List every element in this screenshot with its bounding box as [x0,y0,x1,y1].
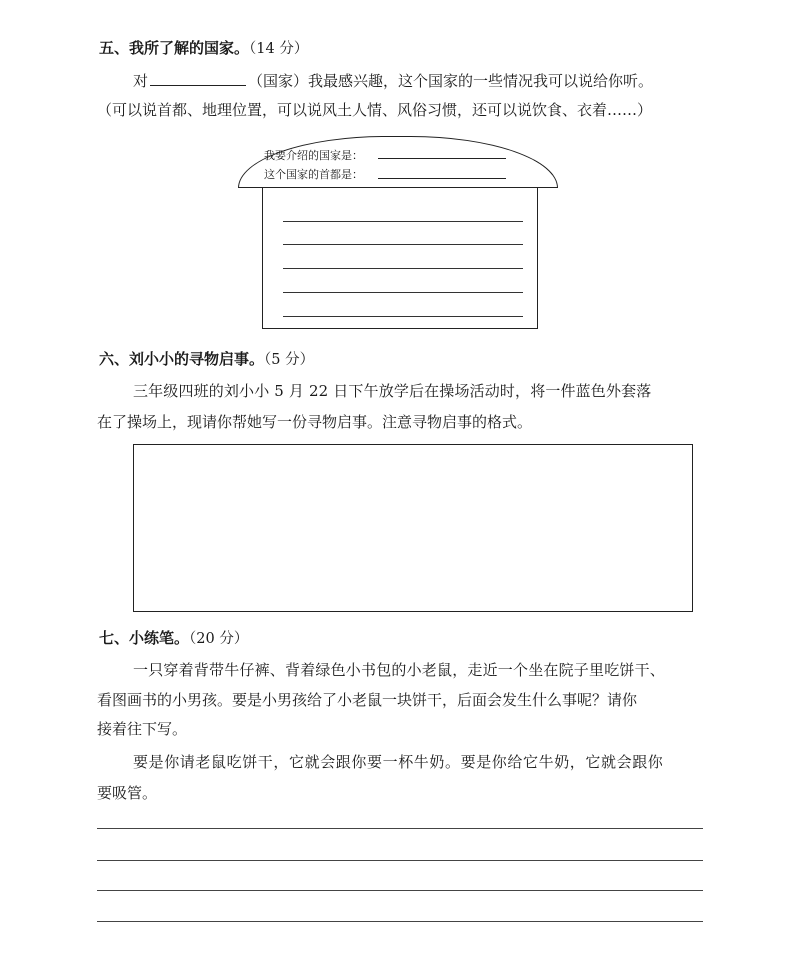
section-5-title: 五、我所了解的国家。 [99,39,250,57]
section-7-points: （20 分） [189,631,249,647]
lost-notice-answer-box[interactable] [133,444,693,612]
section-6-line-1: 三年级四班的刘小小 5 月 22 日下午放学后在操场活动时，将一件蓝色外套落 [133,382,652,400]
house-writing-line[interactable] [283,268,523,269]
section-6-points: （5 分） [264,352,315,368]
house-label-country: 我要介绍的国家是： [264,149,363,162]
section-5-prompt-line [133,71,653,91]
section-7-line-2: 看图画书的小男孩。要是小男孩给了小老鼠一块饼干，后面会发生什么事呢？请你 [97,691,638,709]
section-5-heading [99,37,308,58]
answer-line[interactable] [97,921,703,922]
section-7-line-3: 接着往下写。 [97,720,188,738]
section-7-heading [99,627,248,648]
section-7-title: 七、小练笔。 [99,629,190,647]
house-writing-line[interactable] [283,292,523,293]
answer-line[interactable] [97,828,703,829]
house-writing-line[interactable] [283,316,523,317]
section-6-heading [99,348,314,369]
section-5-prompt-pre: 对 [133,72,149,90]
house-label-capital: 这个国家的首都是： [264,168,363,181]
section-5-prompt-post: （国家）我最感兴趣，这个国家的一些情况我可以说给你听。 [248,72,654,90]
answer-line[interactable] [97,890,703,891]
section-5-points: （14 分） [249,41,309,57]
section-5-hint: （可以说首都、地理位置，可以说风土人情、风俗习惯，还可以说饮食、衣着……） [97,101,653,119]
answer-line[interactable] [97,860,703,861]
section-7-example-2: 要吸管。 [97,784,158,802]
country-blank[interactable] [150,71,246,86]
section-6-title: 六、刘小小的寻物启事。 [99,350,265,368]
house-body [262,187,538,329]
house-writing-line[interactable] [283,244,523,245]
capital-name-line[interactable] [378,178,506,179]
house-writing-line[interactable] [283,221,523,222]
section-7-example-1: 要是你请老鼠吃饼干，它就会跟你要一杯牛奶。要是你给它牛奶，它就会跟你 [133,753,664,771]
country-name-line[interactable] [378,158,506,159]
section-7-line-1: 一只穿着背带牛仔裤、背着绿色小书包的小老鼠，走近一个坐在院子里吃饼干、 [133,661,666,679]
section-6-line-2: 在了操场上，现请你帮她写一份寻物启事。注意寻物启事的格式。 [97,413,533,431]
